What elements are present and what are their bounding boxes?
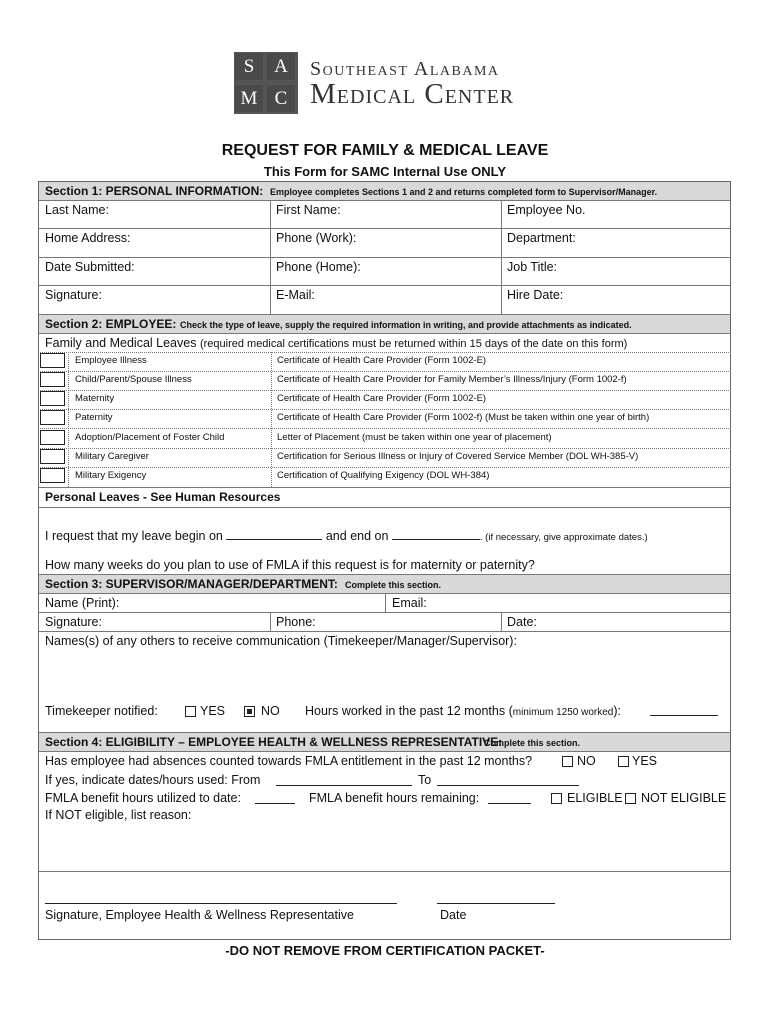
prior-absences-question: Has employee had absences counted towards FMLA entitlement in the past 12 months? xyxy=(45,754,533,768)
section2-heading: Section 2: EMPLOYEE: xyxy=(45,317,177,331)
logo-name-line2: Medical Center xyxy=(310,78,515,110)
leave-checkbox-military-caregiver[interactable] xyxy=(40,449,65,464)
prior-absences-yes-label: YES xyxy=(632,754,658,768)
first-name-field[interactable]: First Name: xyxy=(276,203,341,217)
leave-checkbox-military-exigency[interactable] xyxy=(40,468,65,483)
leave-begin-input[interactable] xyxy=(226,527,322,540)
timekeeper-yes-label: YES xyxy=(200,704,226,718)
not-eligible-label: NOT ELIGIBLE xyxy=(641,791,727,805)
leave-type: Military Exigency xyxy=(75,470,147,481)
hours-worked-note: minimum 1250 worked xyxy=(512,707,614,718)
leave-type: Paternity xyxy=(75,412,113,423)
family-medical-label xyxy=(45,336,627,350)
logo-name-line1: Southeast Alabama xyxy=(310,58,500,80)
hours-worked-end: ): xyxy=(613,704,621,718)
leave-checkbox-employee-illness[interactable] xyxy=(40,353,65,368)
date-submitted-field[interactable]: Date Submitted: xyxy=(45,260,135,274)
supervisor-name-field[interactable]: Name (Print): xyxy=(45,596,120,610)
phone-home-field[interactable]: Phone (Home): xyxy=(276,260,361,274)
hours-remaining-input[interactable] xyxy=(488,803,531,804)
prior-absences-no-checkbox[interactable] xyxy=(562,756,573,767)
family-medical-note: (required medical certifications must be returned within 15 days of the date on this form) xyxy=(199,338,628,350)
family-medical-title: Family and Medical Leaves xyxy=(45,336,197,350)
not-eligible-reason-field[interactable]: If NOT eligible, list reason: xyxy=(45,808,192,822)
section1-note: Employee completes Sections 1 and 2 and returns completed form to Supervisor/Manager. xyxy=(270,187,658,197)
supervisor-email-field[interactable]: Email: xyxy=(392,596,427,610)
leave-cert: Letter of Placement (must be taken within one year of placement) xyxy=(277,432,552,443)
supervisor-signature-field[interactable]: Signature: xyxy=(45,615,102,629)
leave-cert: Certificate of Health Care Provider (Form 1002-f) (Must be taken within one year of birth) xyxy=(277,412,650,423)
leave-end-label: and end on xyxy=(325,529,389,543)
section1-heading: Section 1: PERSONAL INFORMATION: xyxy=(45,184,264,198)
prior-absences-no-label: NO xyxy=(577,754,596,768)
phone-work-field[interactable]: Phone (Work): xyxy=(276,231,357,245)
prior-absences-yes-checkbox[interactable] xyxy=(618,756,629,767)
logo-letter-a: A xyxy=(267,53,295,80)
leave-checkbox-adoption[interactable] xyxy=(40,430,65,445)
supervisor-date-field[interactable]: Date: xyxy=(507,615,537,629)
timekeeper-no-label: NO xyxy=(261,704,280,718)
fmla-weeks-question: How many weeks do you plan to use of FMLA if this request is for maternity or paternity? xyxy=(45,558,535,572)
leave-cert: Certification of Qualifying Exigency (DOL WH-384) xyxy=(277,470,490,481)
leave-type: Military Caregiver xyxy=(75,451,149,462)
ehw-signature-line[interactable] xyxy=(45,903,397,904)
ehw-signature-label: Signature, Employee Health & Wellness Representative xyxy=(45,908,354,922)
timekeeper-yes-checkbox[interactable] xyxy=(185,706,196,717)
hours-utilized-label: FMLA benefit hours utilized to date: xyxy=(45,791,241,805)
eligible-label: ELIGIBLE xyxy=(567,791,623,805)
leave-cert: Certificate of Health Care Provider for Family Member’s Illness/Injury (Form 1002-f) xyxy=(277,374,627,385)
timekeeper-label: Timekeeper notified: xyxy=(45,704,158,718)
email-field[interactable]: E-Mail: xyxy=(276,288,315,302)
section4-heading: Section 4: ELIGIBILITY – EMPLOYEE HEALTH & WELLNESS REPRESENTATIVE: xyxy=(45,735,503,749)
employee-no-field[interactable]: Employee No. xyxy=(507,203,586,217)
hours-worked-input[interactable] xyxy=(650,715,718,716)
department-field[interactable]: Department: xyxy=(507,231,576,245)
not-eligible-checkbox[interactable] xyxy=(625,793,636,804)
footer-notice: -DO NOT REMOVE FROM CERTIFICATION PACKET- xyxy=(225,943,545,958)
leave-dates-note: . (if necessary, give approximate dates.) xyxy=(479,532,648,543)
job-title-field[interactable]: Job Title: xyxy=(507,260,558,274)
leave-type: Maternity xyxy=(75,393,115,404)
signature-field[interactable]: Signature: xyxy=(45,288,102,302)
hours-utilized-input[interactable] xyxy=(255,803,295,804)
leave-type: Employee Illness xyxy=(75,355,147,366)
home-address-field[interactable]: Home Address: xyxy=(45,231,131,245)
leave-checkbox-family-illness[interactable] xyxy=(40,372,65,387)
leave-end-input[interactable] xyxy=(392,527,480,540)
logo-letter-s: S xyxy=(235,53,263,80)
section3-note: Complete this section. xyxy=(345,580,442,590)
leave-checkbox-paternity[interactable] xyxy=(40,410,65,425)
personal-leaves-label: Personal Leaves - See Human Resources xyxy=(45,490,281,504)
leave-dates-line xyxy=(45,527,648,543)
hours-worked-label: Hours worked in the past 12 months ( xyxy=(305,704,513,718)
ehw-date-line[interactable] xyxy=(437,903,555,904)
leave-cert: Certificate of Health Care Provider (Form 1002-E) xyxy=(277,393,487,404)
leave-begin-label: I request that my leave begin on xyxy=(45,529,223,543)
other-recipients-field[interactable]: Names(s) of any others to receive communication (Timekeeper/Manager/Supervisor): xyxy=(45,634,517,648)
leave-cert: Certificate of Health Care Provider (Form 1002-E) xyxy=(277,355,487,366)
dates-to-input[interactable] xyxy=(437,785,579,786)
logo-letter-c: C xyxy=(267,85,295,112)
samc-logo-mark xyxy=(234,52,298,114)
section4-note: Complete this section. xyxy=(484,738,581,748)
last-name-field[interactable]: Last Name: xyxy=(45,203,109,217)
supervisor-phone-field[interactable]: Phone: xyxy=(276,615,316,629)
timekeeper-no-checkbox[interactable] xyxy=(244,706,255,717)
dates-from-input[interactable] xyxy=(276,785,412,786)
section3-heading: Section 3: SUPERVISOR/MANAGER/DEPARTMENT: xyxy=(45,577,338,591)
leave-checkbox-maternity[interactable] xyxy=(40,391,65,406)
leave-type: Child/Parent/Spouse Illness xyxy=(75,374,192,385)
dates-used-label: If yes, indicate dates/hours used: From xyxy=(45,773,261,787)
eligible-checkbox[interactable] xyxy=(551,793,562,804)
hire-date-field[interactable]: Hire Date: xyxy=(507,288,564,302)
dates-to-label: To xyxy=(418,773,432,787)
ehw-date-label: Date xyxy=(440,908,467,922)
hours-worked-line xyxy=(305,704,621,718)
form-subtitle: This Form for SAMC Internal Use ONLY xyxy=(263,164,507,179)
logo-letter-m: M xyxy=(235,85,263,112)
section2-note: Check the type of leave, supply the required information in writing, and provide attachments as indicated. xyxy=(180,320,632,330)
leave-type: Adoption/Placement of Foster Child xyxy=(75,432,225,443)
hours-remaining-label: FMLA benefit hours remaining: xyxy=(309,791,480,805)
form-title: REQUEST FOR FAMILY & MEDICAL LEAVE xyxy=(221,142,549,159)
leave-cert: Certification for Serious Illness or Injury of Covered Service Member (DOL WH-385-V) xyxy=(277,451,639,462)
